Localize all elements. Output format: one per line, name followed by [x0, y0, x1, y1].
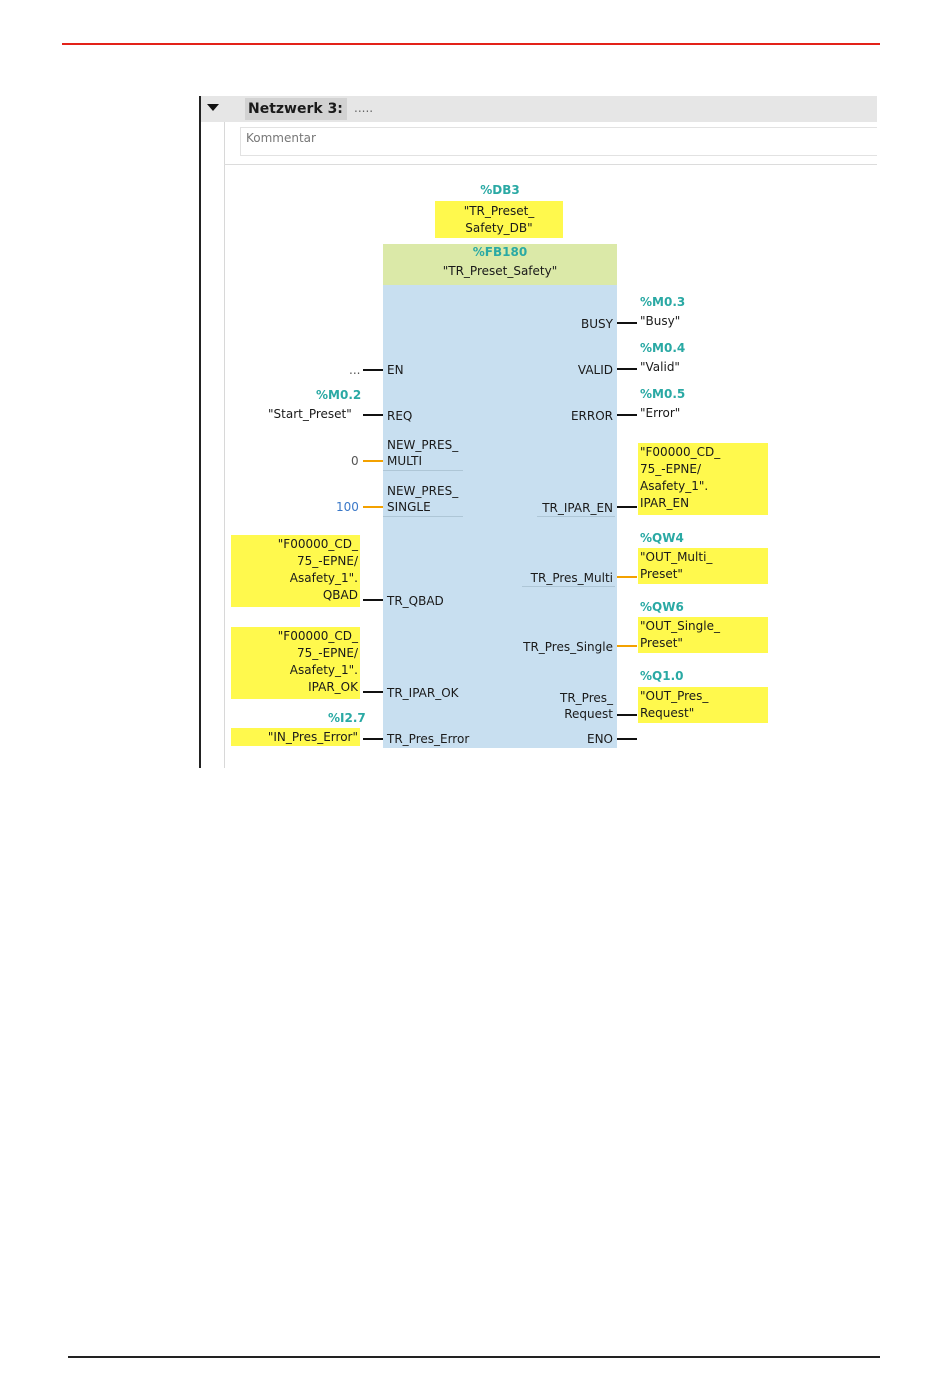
single-wire — [363, 506, 383, 508]
pin-new-pres-multi: NEW_PRES_ MULTI — [387, 438, 459, 468]
instance-db-name: "TR_Preset_ Safety_DB" — [463, 204, 535, 235]
pres-multi-address: %QW4 — [640, 531, 684, 545]
qbad-wire — [363, 599, 383, 601]
collapse-triangle-icon[interactable] — [207, 104, 219, 111]
instance-db-address: %DB3 — [480, 183, 520, 197]
eno-wire — [617, 738, 637, 740]
single-operand[interactable]: 100 — [336, 500, 359, 514]
multi-wire — [363, 460, 383, 462]
error-address: %M0.5 — [640, 387, 686, 401]
pin-valid: VALID — [577, 363, 613, 377]
pin-tr-pres-multi: TR_Pres_Multi — [530, 571, 613, 585]
pin-en: EN — [387, 363, 404, 377]
pin-tr-pres-error: TR_Pres_Error — [387, 732, 470, 746]
pin-tr-ipar-en: TR_IPAR_EN — [542, 501, 613, 515]
busy-wire — [617, 322, 637, 324]
ipar-ok-wire — [363, 691, 383, 693]
pin-tr-ipar-ok: TR_IPAR_OK — [387, 686, 459, 700]
editor-frame-line — [199, 96, 201, 768]
valid-wire — [617, 368, 637, 370]
en-operand[interactable]: ... — [349, 363, 361, 377]
divider — [240, 155, 877, 156]
pin-underline — [537, 516, 615, 517]
pin-underline — [522, 586, 615, 587]
ipar-en-operand-text: "F00000_CD_ 75_-EPNE/ Asafety_1". IPAR_EN — [640, 445, 721, 510]
pin-busy: BUSY — [581, 317, 613, 331]
pin-underline — [383, 470, 463, 471]
header-rule — [62, 43, 880, 45]
pres-error-operand-text: "IN_Pres_Error" — [267, 730, 358, 744]
pres-request-address: %Q1.0 — [640, 669, 684, 683]
network-comment-field[interactable]: Kommentar — [246, 131, 316, 145]
pin-req: REQ — [387, 409, 413, 423]
pin-underline — [383, 516, 463, 517]
error-wire — [617, 414, 637, 416]
pin-eno: ENO — [586, 732, 613, 746]
divider — [224, 164, 877, 165]
pres-single-operand-text: "OUT_Single_ Preset" — [640, 619, 720, 650]
divider — [240, 127, 877, 128]
network-title-field[interactable]: ..... — [354, 101, 374, 115]
pres-error-wire — [363, 738, 383, 740]
valid-operand[interactable]: "Valid" — [640, 360, 680, 374]
ipar-en-wire — [617, 506, 637, 508]
pres-request-wire — [617, 714, 637, 716]
pin-tr-pres-request: TR_Pres_ Request — [560, 691, 613, 721]
pres-multi-wire — [617, 576, 637, 578]
pin-tr-qbad: TR_QBAD — [387, 594, 444, 608]
en-wire — [363, 369, 383, 371]
req-wire — [363, 414, 383, 416]
valid-address: %M0.4 — [640, 341, 686, 355]
pres-single-address: %QW6 — [640, 600, 684, 614]
pres-multi-operand-text: "OUT_Multi_ Preset" — [640, 550, 713, 581]
divider — [240, 127, 241, 155]
pin-new-pres-single: NEW_PRES_ SINGLE — [387, 484, 459, 514]
pin-error: ERROR — [570, 409, 613, 423]
busy-address: %M0.3 — [640, 295, 686, 309]
pres-single-wire — [617, 645, 637, 647]
ipar-ok-operand-text: "F00000_CD_ 75_-EPNE/ Asafety_1". IPAR_OK — [277, 629, 358, 694]
pres-error-address: %I2.7 — [328, 711, 366, 725]
qbad-operand-text: "F00000_CD_ 75_-EPNE/ Asafety_1". QBAD — [277, 537, 358, 602]
network-title: Netzwerk 3: — [248, 101, 343, 117]
function-block-address: %FB180 — [472, 245, 528, 259]
error-operand[interactable]: "Error" — [640, 406, 681, 420]
footer-rule — [68, 1356, 880, 1358]
multi-operand[interactable]: 0 — [351, 454, 359, 468]
busy-operand[interactable]: "Busy" — [640, 314, 681, 328]
function-block-name: "TR_Preset_Safety" — [442, 264, 558, 278]
req-address: %M0.2 — [316, 388, 362, 402]
pin-tr-pres-single: TR_Pres_Single — [523, 640, 613, 654]
req-operand[interactable]: "Start_Preset" — [268, 407, 352, 421]
divider — [224, 122, 225, 768]
pres-request-operand-text: "OUT_Pres_ Request" — [640, 689, 709, 720]
